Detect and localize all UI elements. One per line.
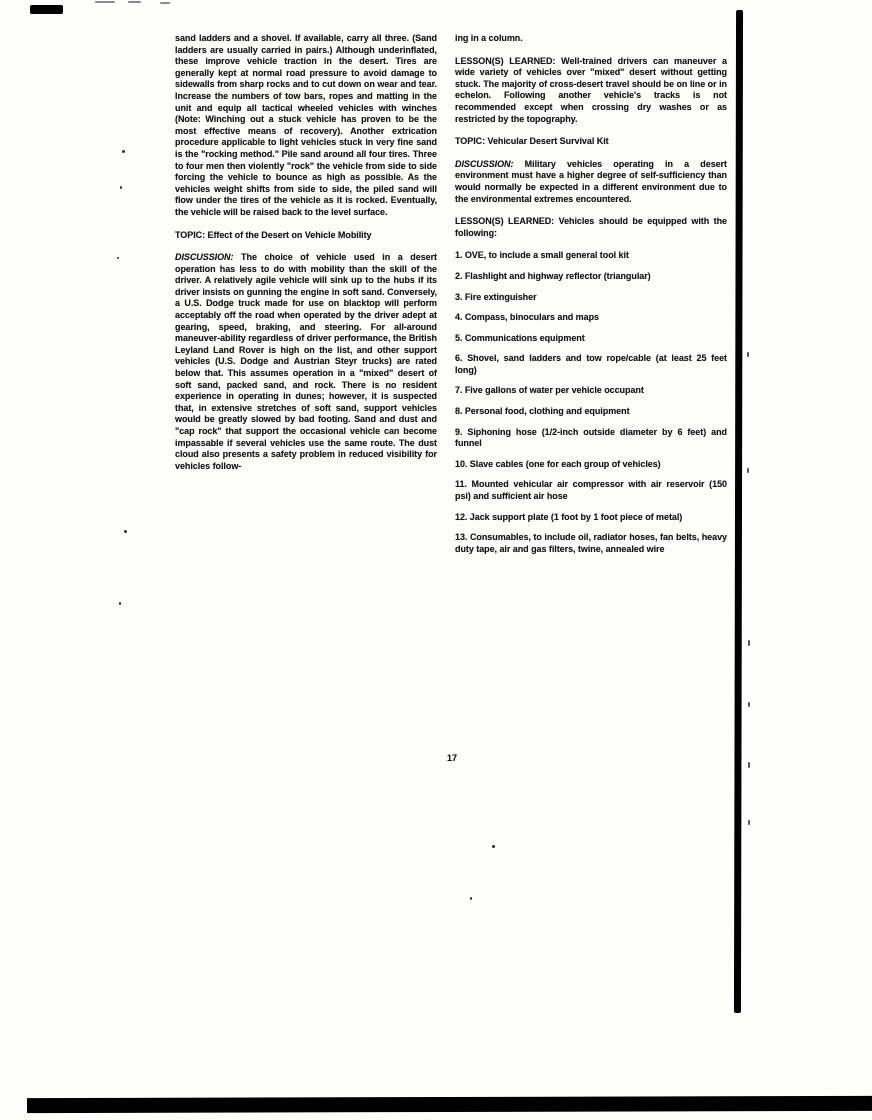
scan-tick <box>748 702 750 707</box>
discussion-label: DISCUSSION: <box>175 252 234 263</box>
paragraph-lesson-equipment <box>455 216 727 239</box>
scan-speck <box>470 897 472 900</box>
kit-item: 3. Fire extinguisher <box>455 291 537 302</box>
scan-speck <box>122 150 125 153</box>
topic-heading-survival-kit: TOPIC: Vehicular Desert Survival Kit <box>455 136 609 147</box>
kit-item: 8. Personal food, clothing and equipment <box>455 406 630 417</box>
scan-speck <box>120 186 122 189</box>
lesson-learned-label: LESSON(S) LEARNED: <box>455 216 555 227</box>
scan-speck <box>117 257 119 259</box>
paragraph-discussion-survival <box>455 159 727 205</box>
scan-artifact-top-left <box>30 5 63 14</box>
kit-item: 7. Five gallons of water per vehicle occupant <box>455 385 644 396</box>
topic-heading-vehicle-mobility: TOPIC: Effect of the Desert on Vehicle Mobility <box>175 229 372 240</box>
scan-tick <box>748 762 750 768</box>
left-column <box>175 33 437 483</box>
right-column <box>455 33 727 564</box>
kit-item: 4. Compass, binoculars and maps <box>455 312 599 323</box>
kit-item: 2. Flashlight and highway reflector (triangular) <box>455 270 651 281</box>
kit-item: 1. OVE, to include a small general tool kit <box>455 250 629 261</box>
paragraph-discussion-mobility <box>175 252 437 472</box>
scan-artifact-bottom-bar <box>27 1096 872 1113</box>
scan-tick <box>748 640 750 646</box>
paragraph-continuation: ing in a column. <box>455 33 523 43</box>
scan-artifact-right-bar <box>734 10 743 1013</box>
kit-item: 5. Communications equipment <box>455 332 585 343</box>
scan-speck <box>492 845 495 848</box>
kit-item: 11. Mounted vehicular air compressor with air reservoir (150 psi) and sufficient air hose <box>455 479 727 502</box>
lesson-learned-text: Vehicles should be equipped with the following: <box>455 216 727 238</box>
scan-dash <box>160 2 170 4</box>
scan-speck <box>119 602 121 605</box>
kit-item: 12. Jack support plate (1 foot by 1 foot piece of metal) <box>455 511 683 522</box>
kit-item: 13. Consumables, to include oil, radiator hoses, fan belts, heavy duty tape, air and gas filters, twine, annealed wire <box>455 532 727 554</box>
scan-dash <box>128 1 141 3</box>
lesson-learned-label: LESSON(S) LEARNED: <box>455 55 556 66</box>
discussion-text: The choice of vehicle used in a desert operation has less to do with mobility than the skill of the driver. A relatively agile vehicle will sink up to the hubs if its driver insists on gunning the engine in soft sand. Conversely, a U.S. Dodge truck made for use on blacktop will perform acceptably off the road when operated by the driver adept at gearing, speed, braking, and steering. For all-around maneuver-ability regardless of driver performance, the British Leyland Land Rover is high on the list, and other support vehicles (U.S. Dodge and Austrian Steyr trucks) are rated below that. This assumes operation in a "mixed" desert of soft sand, packed sand, and rock. There is no resident experience in operating in dunes; however, it is suspected that, in extensive stretches of soft sand, support vehicles would be greatly slowed by bad footing. Sand and dust and "cap rock" that support the occasional vehicle can become impassable if several vehicles use the same route. The dust cloud also presents a safety problem in reduced visibility for vehicles follow- <box>175 252 438 471</box>
scan-dash <box>95 1 115 3</box>
discussion-text: Military vehicles operating in a desert environment must have a higher degree of self-sufficiency than would normally be expected in a different environment due to the environmental extremes encountered. <box>455 158 728 204</box>
scan-tick <box>747 468 749 473</box>
discussion-label: DISCUSSION: <box>455 158 514 169</box>
scan-tick <box>747 352 749 357</box>
lesson-learned-text: Well-trained drivers can maneuver a wide variety of vehicles over "mixed" desert without getting stuck. The majority of cross-desert travel should be on line or in echelon. Following another vehicle's tracks is not recommended except when crossing dry washes or as restricted by the topography. <box>455 55 727 124</box>
scan-tick <box>748 820 750 825</box>
kit-item: 10. Slave cables (one for each group of vehicles) <box>455 458 661 469</box>
scan-speck <box>124 530 127 533</box>
kit-item: 6. Shovel, sand ladders and tow rope/cable (at least 25 feet long) <box>455 353 727 375</box>
page-number: 17 <box>446 753 457 763</box>
kit-item: 9. Siphoning hose (1/2-inch outside diameter by 6 feet) and funnel <box>455 426 727 449</box>
paragraph-rocking-method: sand ladders and a shovel. If available, carry all three. (Sand ladders are usually carried in pairs.) Although underinflated, these improve vehicle traction in the desert. Tires are generally kept at normal road pressure to avoid damage to sidewalls from sharp rocks and to cut down on wear and tear. Increase the numbers of tow bars, ropes and matting in the unit and equip all tactical wheeled vehicles with winches (Note: Winching out a stuck vehicle has proven to be the most effective means of recovery). Another extrication procedure applicable to light vehicles stuck in very fine sand is the "rocking method." Pile sand around all four tires. Three to four men then violently "rock" the vehicle from side to side forcing the vehicle to bounce as high as possible. As the vehicles weight shifts from side to side, the piled sand will flow under the tires of the vehicle as it is rocked. Eventually, the vehicle will be raised back to the level surface. <box>175 33 437 217</box>
paragraph-lesson-drivers <box>455 56 727 126</box>
